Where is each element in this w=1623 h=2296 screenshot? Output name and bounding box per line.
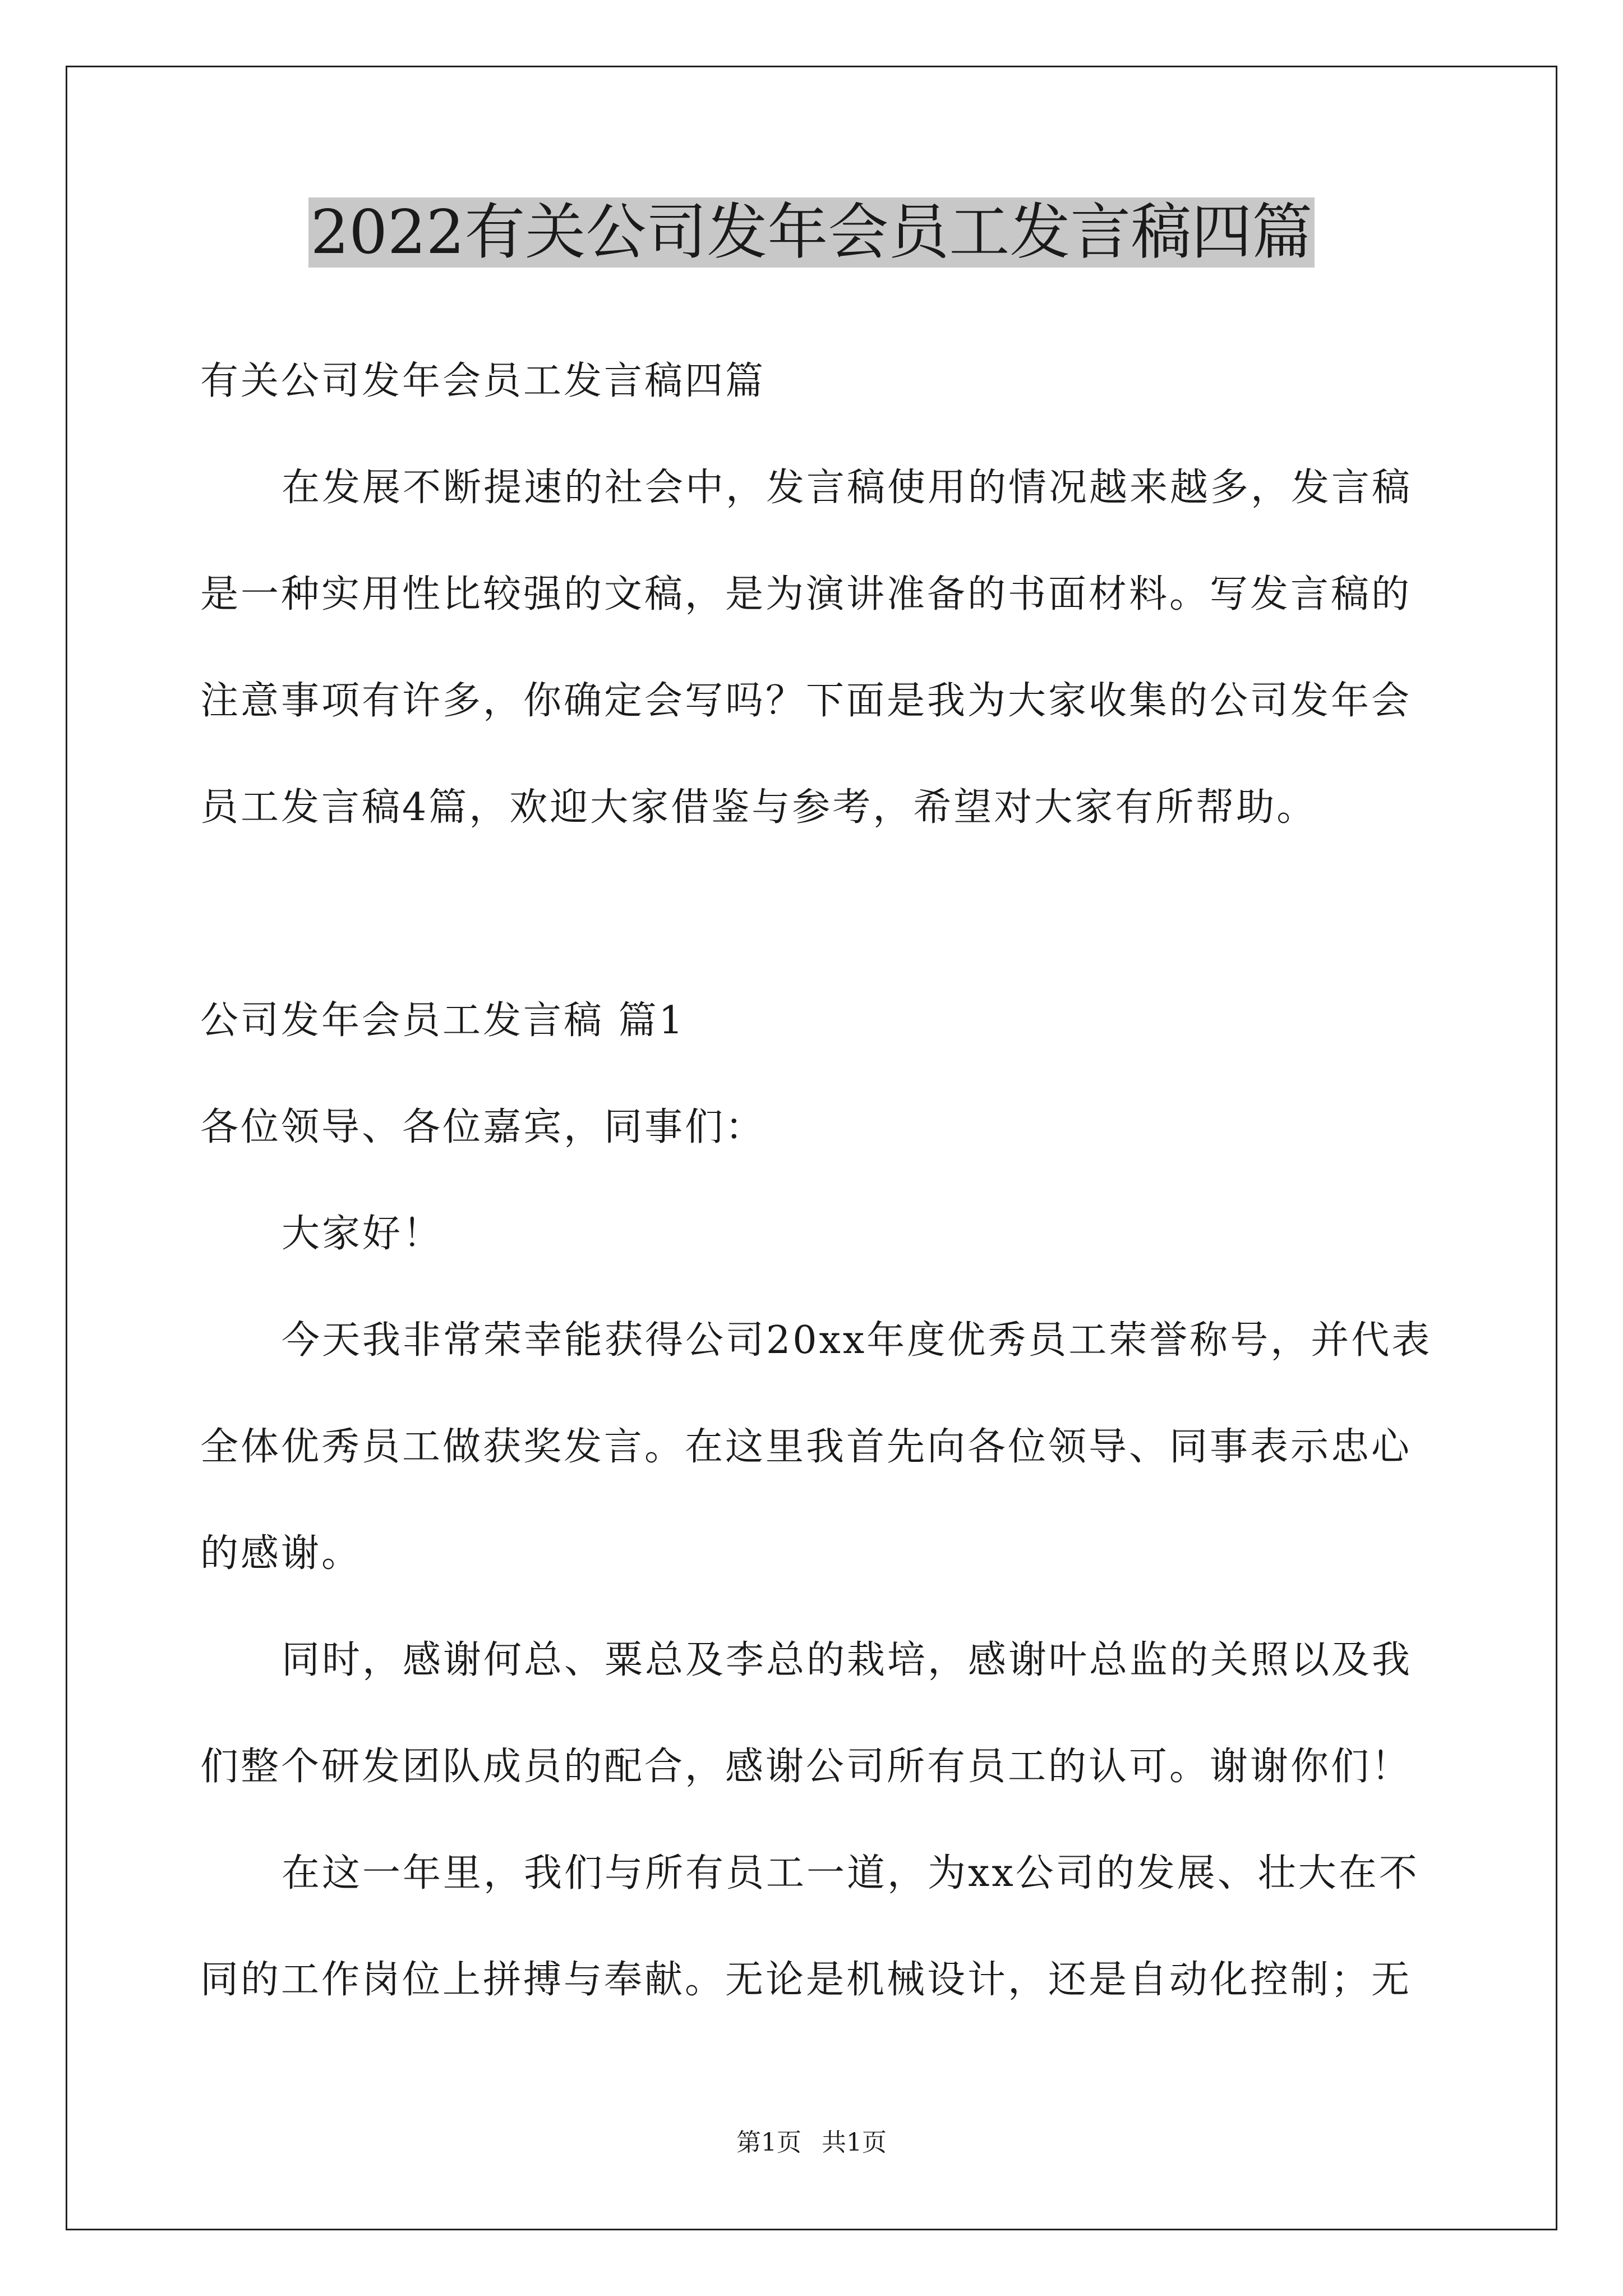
paragraph-line: 今天我非常荣幸能获得公司20xx年度优秀员工荣誉称号，并代表 (282, 1318, 1432, 1363)
subtitle-line: 有关公司发年会员工发言稿四篇 (200, 359, 766, 403)
document-title-text: 2022有关公司发年会员工发言稿四篇 (308, 197, 1315, 268)
section-heading: 公司发年会员工发言稿 篇1 (200, 999, 685, 1043)
salutation-line: 各位领导、各位嘉宾，同事们： (200, 1105, 766, 1149)
paragraph-line: 在这一年里，我们与所有员工一道，为xx公司的发展、壮大在不 (282, 1851, 1419, 1895)
paragraph-line: 是一种实用性比较强的文稿，是为演讲准备的书面材料。写发言稿的 (200, 572, 1412, 616)
greeting-line: 大家好！ (282, 1212, 444, 1256)
paragraph-line: 注意事项有许多，你确定会写吗？下面是我为大家收集的公司发年会 (200, 679, 1412, 723)
paragraph-line: 在发展不断提速的社会中，发言稿使用的情况越来越多，发言稿 (282, 466, 1413, 510)
document-title (0, 191, 1623, 275)
paragraph-line: 同时，感谢何总、粟总及李总的栽培，感谢叶总监的关照以及我 (282, 1638, 1413, 1682)
paragraph-line: 同的工作岗位上拼搏与奉献。无论是机械设计，还是自动化控制；无 (200, 1958, 1412, 2002)
paragraph-line: 员工发言稿4篇，欢迎大家借鉴与参考，希望对大家有所帮助。 (200, 785, 1317, 830)
page-number: 第1页 (736, 2128, 801, 2157)
page-total: 共1页 (822, 2128, 887, 2157)
paragraph-line: 们整个研发团队成员的配合，感谢公司所有员工的认可。谢谢你们！ (200, 1745, 1412, 1789)
page-footer (0, 2126, 1623, 2160)
paragraph-line: 全体优秀员工做获奖发言。在这里我首先向各位领导、同事表示忠心 (200, 1425, 1412, 1469)
paragraph-line: 的感谢。 (200, 1531, 362, 1576)
